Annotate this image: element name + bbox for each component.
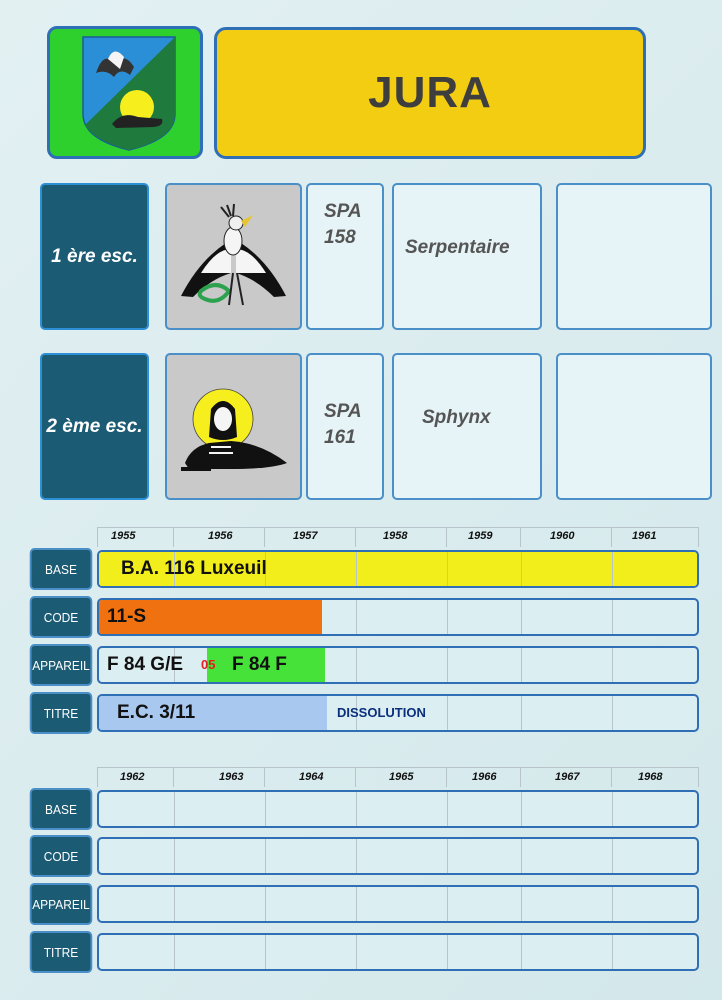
- code-bar: [97, 598, 699, 636]
- row-label-code: CODE: [30, 596, 93, 638]
- year-label: 1966: [472, 771, 497, 783]
- year-label: 1964: [299, 771, 324, 783]
- squadron-2-label: 2 ème esc.: [40, 353, 149, 500]
- row-label-base-2: BASE: [30, 788, 93, 830]
- year-label: 1963: [219, 771, 244, 783]
- year-label: 1959: [468, 530, 493, 542]
- squadron-2-unit: [306, 353, 384, 500]
- secretary-bird-emblem-icon: [171, 201, 296, 313]
- titre-value: E.C. 3/11: [117, 702, 196, 723]
- squadron-2-unit-line2: 161: [324, 427, 356, 448]
- year-label: 1956: [208, 530, 233, 542]
- row-label-appareil-2: APPAREIL: [30, 883, 93, 925]
- squadron-2-name: Sphynx: [422, 407, 491, 428]
- appareil-value-1: F 84 G/E: [107, 654, 184, 675]
- titre-bar-2: [97, 933, 699, 971]
- base-value: B.A. 116 Luxeuil: [121, 558, 267, 579]
- squadron-1-name: Serpentaire: [405, 237, 510, 258]
- year-label: 1962: [120, 771, 145, 783]
- row-label-titre: TITRE: [30, 692, 93, 734]
- appareil-value-2: F 84 F: [232, 654, 287, 675]
- year-label: 1957: [293, 530, 318, 542]
- row-label-code-2: CODE: [30, 835, 93, 877]
- squadron-2-name-box: [392, 353, 542, 500]
- squadron-2-emblem: [165, 353, 302, 500]
- page-title: JURA: [214, 27, 646, 159]
- year-label: 1958: [383, 530, 408, 542]
- year-label: 1965: [389, 771, 414, 783]
- appareil-marker: 05: [201, 657, 216, 672]
- squadron-1-unit: [306, 183, 384, 330]
- squadron-2-extra-box: [556, 353, 712, 500]
- year-label: 1967: [555, 771, 580, 783]
- titre-bar: [97, 694, 699, 732]
- row-label-appareil: APPAREIL: [30, 644, 93, 686]
- appareil-bar-2: [97, 885, 699, 923]
- sphinx-emblem-icon: [171, 371, 296, 483]
- squadron-1-emblem: [165, 183, 302, 330]
- row-label-base: BASE: [30, 548, 93, 590]
- appareil-bar: [97, 646, 699, 684]
- year-label: 1961: [632, 530, 657, 542]
- squadron-1-extra-box: [556, 183, 712, 330]
- year-label: 1955: [111, 530, 136, 542]
- row-label-titre-2: TITRE: [30, 931, 93, 973]
- code-bar-2: [97, 837, 699, 875]
- crest-box: [47, 26, 203, 159]
- year-label: 1968: [638, 771, 663, 783]
- year-label: 1960: [550, 530, 575, 542]
- squadron-1-unit-line2: 158: [324, 227, 356, 248]
- titre-note: DISSOLUTION: [337, 705, 426, 720]
- squadron-1-label: 1 ère esc.: [40, 183, 149, 330]
- squadron-2-unit-line1: SPA: [324, 401, 362, 422]
- squadron-1-name-box: [392, 183, 542, 330]
- coat-of-arms-icon: [50, 29, 200, 156]
- code-value: 11-S: [107, 606, 147, 627]
- base-bar-2: [97, 790, 699, 828]
- squadron-1-unit-line1: SPA: [324, 201, 362, 222]
- base-bar: [97, 550, 699, 588]
